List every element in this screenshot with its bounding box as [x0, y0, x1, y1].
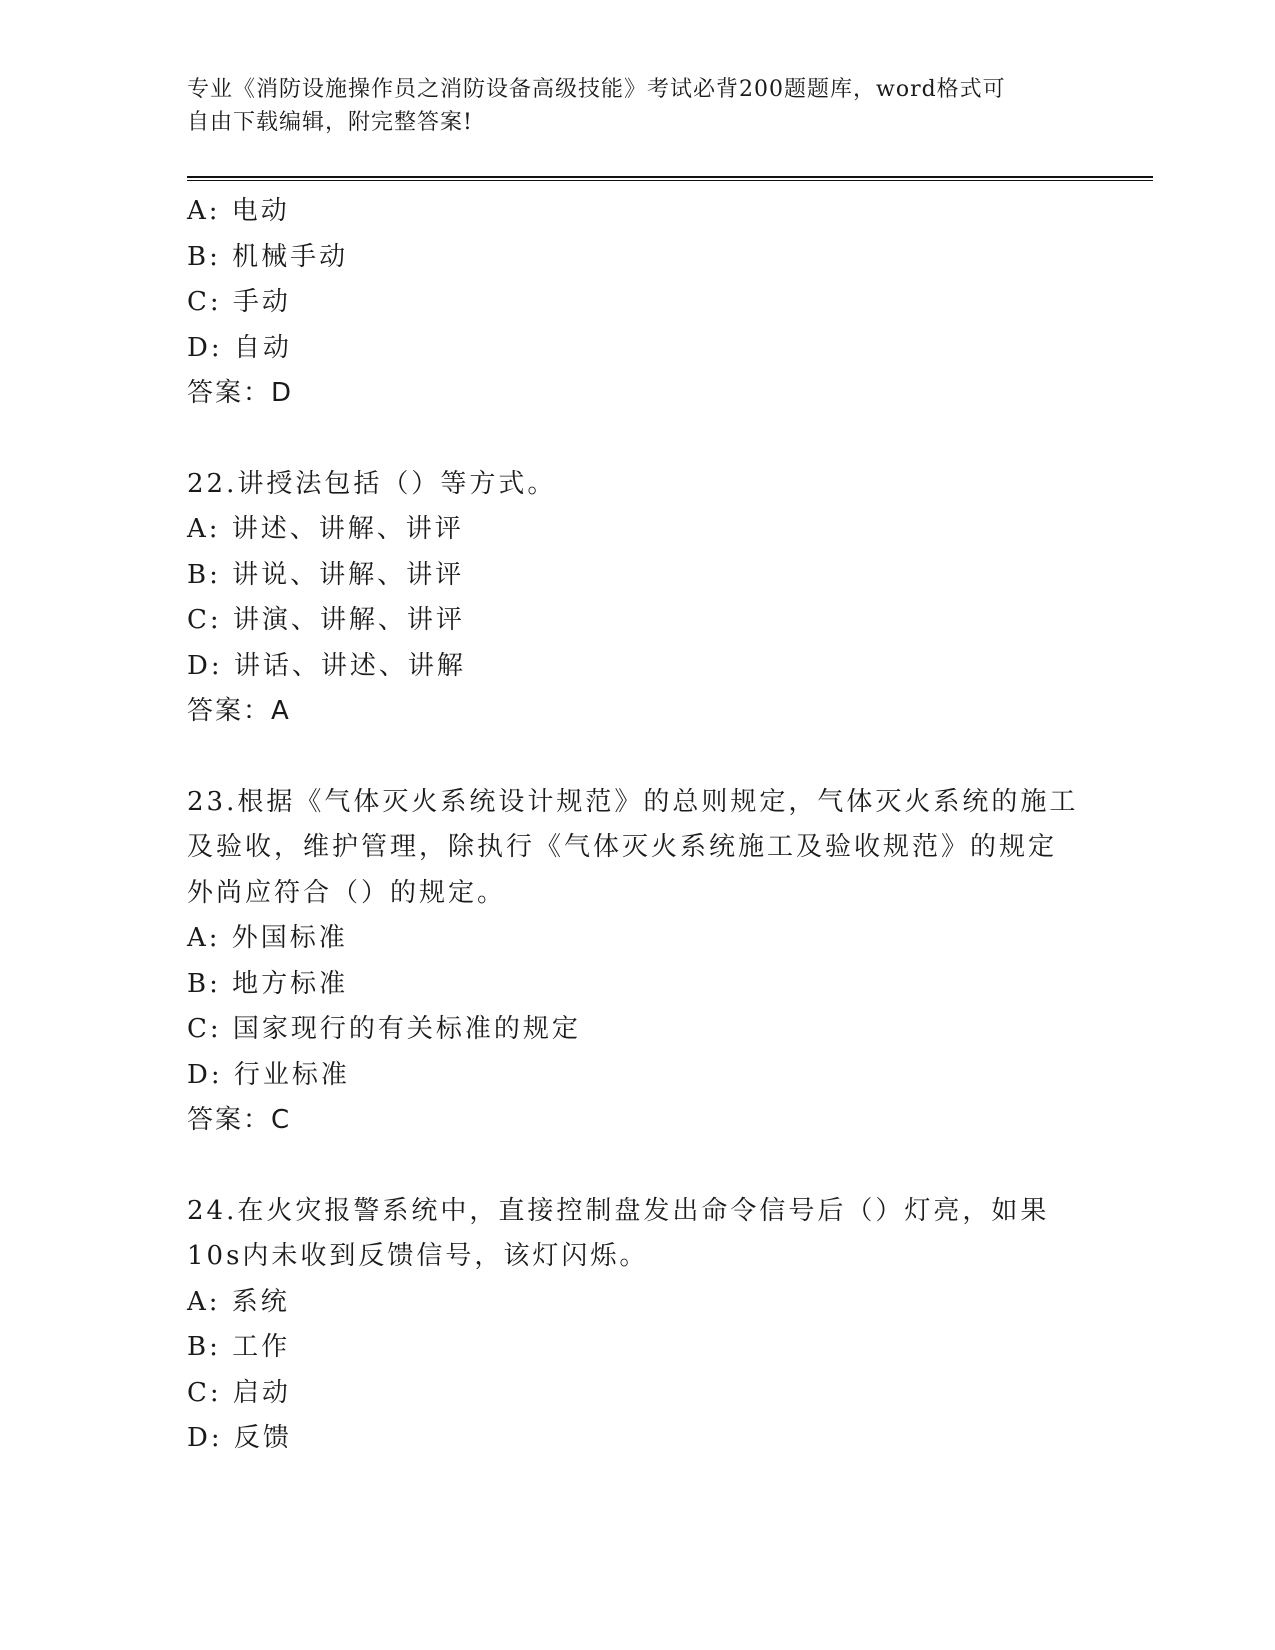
- option-a: A: 电动: [187, 196, 290, 226]
- question-22: [187, 462, 1087, 735]
- question-title-line-2: 及验收，维护管理，除执行《气体灭火系统施工及验收规范》的规定: [187, 832, 1058, 862]
- document-header: [187, 73, 1067, 139]
- answer-line: 答案：D: [187, 378, 294, 408]
- question-title: 22.讲授法包括（）等方式。: [187, 468, 557, 499]
- question-title-line-2: 10s内未收到反馈信号，该灯闪烁。: [187, 1241, 649, 1271]
- answer-line: 答案：C: [187, 1105, 292, 1135]
- option-d: D: 讲话、讲述、讲解: [187, 650, 466, 681]
- option-a: A: 系统: [187, 1286, 290, 1317]
- option-c: C: 启动: [187, 1377, 291, 1408]
- option-b: B: 地方标准: [187, 968, 349, 999]
- spacer: [187, 417, 1087, 462]
- question-title-line-3: 外尚应符合（）的规定。: [187, 877, 507, 908]
- spacer: [187, 735, 1087, 780]
- question-title-line-1: 24.在火灾报警系统中，直接控制盘发出命令信号后（）灯亮，如果: [187, 1195, 1050, 1226]
- spacer: [187, 1144, 1087, 1189]
- option-c: C: 国家现行的有关标准的规定: [187, 1014, 581, 1044]
- question-title-line-1: 23.根据《气体灭火系统设计规范》的总则规定，气体灭火系统的施工: [187, 786, 1079, 817]
- option-b: B: 讲说、讲解、讲评: [187, 559, 465, 590]
- option-b: B: 机械手动: [187, 241, 349, 272]
- question-21-continued: [187, 189, 1087, 417]
- question-24: [187, 1189, 1087, 1462]
- header-line-1: 专业《消防设施操作员之消防设备高级技能》考试必背200题题库，word格式可: [187, 77, 1006, 102]
- header-divider: [187, 176, 1153, 181]
- question-list: [187, 189, 1087, 1462]
- option-d: D: 行业标准: [187, 1059, 350, 1090]
- header-line-2: 自由下载编辑，附完整答案!: [187, 110, 473, 135]
- option-a: A: 讲述、讲解、讲评: [187, 514, 464, 544]
- option-c: C: 手动: [187, 287, 291, 317]
- question-23: [187, 780, 1087, 1144]
- option-d: D: 自动: [187, 332, 292, 363]
- option-d: D: 反馈: [187, 1423, 292, 1453]
- option-a: A: 外国标准: [187, 923, 348, 953]
- option-b: B: 工作: [187, 1332, 291, 1362]
- option-c: C: 讲演、讲解、讲评: [187, 605, 465, 635]
- answer-line: 答案：A: [187, 696, 291, 726]
